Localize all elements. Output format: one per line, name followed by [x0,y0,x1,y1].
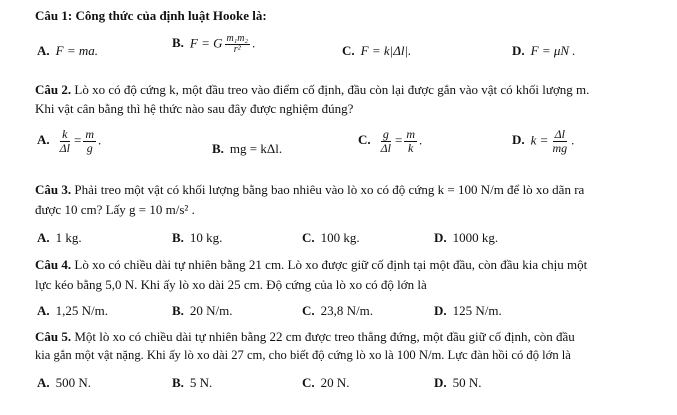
q1-option-a[interactable] [37,43,98,59]
question-2-text-line-1: Lò xo có độ cứng k, một đầu treo vào điểm cố định, đầu còn lại được gắn vào vật có khối lượng m. [74,82,590,97]
question-5-stem-line-1 [35,329,575,345]
q5-option-c[interactable] [302,375,350,391]
q2-option-c-equals: = [395,132,403,148]
q2-option-a-fraction-1 [58,128,72,155]
q1-option-a-text: F = ma. [55,43,98,58]
question-1-label: Câu 1: [35,8,73,23]
q2-option-b[interactable] [212,141,282,157]
q5-option-d[interactable] [434,375,482,391]
q5-option-c-key: C. [302,375,315,390]
q2-option-a-equals: = [74,132,82,148]
question-5-text-line-1: Một lò xo có chiều dài tự nhiên bằng 22 cm được treo thẳng đứng, một đầu giữ cố định, còn đầu [74,329,575,344]
q5-option-b[interactable] [172,375,212,391]
q3-option-c-key: C. [302,230,315,245]
q2-option-a-num-1: k [62,127,68,141]
question-5-label: Câu 5. [35,329,72,344]
q2-option-c[interactable] [358,128,422,155]
q4-option-a-key: A. [37,303,50,318]
q4-option-d[interactable] [434,303,502,319]
q4-option-c[interactable] [302,303,373,319]
question-4-stem-line-2 [35,277,427,293]
q1-option-c[interactable] [342,43,411,59]
q4-option-a[interactable] [37,303,108,319]
q5-option-a-key: A. [37,375,50,390]
q3-option-b-key: B. [172,230,184,245]
q2-option-d-lhs: k = [530,132,549,148]
q5-option-d-key: D. [434,375,447,390]
question-4-text-line-1: Lò xo có chiều dài tự nhiên bằng 21 cm. Lò xo được giữ cố định tại một đầu, còn đầu kia chịu một [74,257,588,272]
q2-option-a-key: A. [37,132,50,148]
question-4-stem-line-1 [35,257,587,273]
q1-option-c-text: F = k|Δl|. [360,43,412,58]
q1-option-b-denominator: r² [233,44,241,55]
q2-option-c-tail: . [419,132,423,148]
q2-option-a-den-1: Δl [59,141,71,155]
q2-option-c-fraction-1 [379,128,393,155]
q4-option-b-text: 20 N/m. [189,303,233,318]
q2-option-d-tail: . [571,132,575,148]
q4-option-c-key: C. [302,303,315,318]
q2-option-c-den-2: k [408,141,414,155]
q3-option-c[interactable] [302,230,360,246]
q4-option-c-text: 23,8 N/m. [320,303,374,318]
q1-option-d-text: F = μN . [530,43,576,58]
question-2-label: Câu 2. [35,82,72,97]
question-3-stem-line-1 [35,182,584,198]
q3-option-a[interactable] [37,230,82,246]
q2-option-d-numerator: Δl [554,127,565,141]
question-3-text-line-2: được 10 cm? Lấy g = 10 m/s² . [35,202,195,217]
q3-option-d-text: 1000 kg. [452,230,499,245]
question-3-label: Câu 3. [35,182,72,197]
q2-option-c-num-1: g [382,127,389,141]
q1-option-b-tail: . [251,35,256,51]
q1-option-a-key: A. [37,43,50,58]
q2-option-c-fraction-2 [404,128,417,155]
q2-option-a-tail: . [98,132,102,148]
question-5-stem-line-2 [35,348,571,363]
question-3-text-line-1: Phải treo một vật có khối lượng bằng bao nhiêu vào lò xo có độ cứng k = 100 N/m để lò xo dãn ra [74,182,585,197]
q5-option-a[interactable] [37,375,91,391]
q2-option-c-num-2: m [406,127,416,141]
q2-option-d-fraction [550,128,569,155]
q3-option-b[interactable] [172,230,222,246]
q2-option-a-num-2: m [85,127,95,141]
q1-option-b-lhs: F = G [189,35,223,51]
q3-option-d-key: D. [434,230,447,245]
question-1-text: Công thức của định luật Hooke là: [75,8,267,23]
question-4-label: Câu 4. [35,257,72,272]
question-4-text-line-2: lực kéo bằng 5,0 N. Khi ấy lò xo dài 25 cm. Độ cứng của lò xo có độ lớn là [35,277,427,292]
q5-option-d-text: 50 N. [452,375,482,390]
question-1-stem [35,8,267,24]
q1-option-d-key: D. [512,43,525,58]
q1-option-c-key: C. [342,43,355,58]
question-3-stem-line-2 [35,202,195,218]
q2-option-d[interactable] [512,128,574,155]
q3-option-d[interactable] [434,230,498,246]
q4-option-b-key: B. [172,303,184,318]
q1-option-b-fraction [225,34,250,55]
q2-option-a-fraction-2 [83,128,96,155]
q1-option-d[interactable] [512,43,576,59]
q2-option-b-key: B. [212,141,224,156]
q4-option-a-text: 1,25 N/m. [55,303,109,318]
q1-option-b-key: B. [172,35,184,51]
question-2-text-line-2: Khi vật cân bằng thì hệ thức nào sau đây được nghiệm đúng? [35,101,354,116]
q5-option-b-text: 5 N. [189,375,213,390]
question-2-stem-line-2 [35,101,353,117]
q4-option-b[interactable] [172,303,233,319]
q1-option-b[interactable] [172,34,255,55]
q2-option-a-den-2: g [86,141,93,155]
q4-option-d-key: D. [434,303,447,318]
q5-option-a-text: 500 N. [55,375,92,390]
q2-option-d-key: D. [512,132,525,148]
q2-option-d-denominator: mg [552,141,568,155]
q5-option-b-key: B. [172,375,184,390]
q1-option-b-numerator: m₁m₂ [226,33,248,44]
q4-option-d-text: 125 N/m. [452,303,502,318]
q2-option-c-den-1: Δl [380,141,392,155]
q3-option-a-text: 1 kg. [55,230,82,245]
question-2-stem-line-1 [35,82,589,98]
q5-option-c-text: 20 N. [320,375,350,390]
q2-option-b-text: mg = kΔl. [229,141,283,156]
q3-option-b-text: 10 kg. [189,230,223,245]
q2-option-a[interactable] [37,128,101,155]
q3-option-c-text: 100 kg. [320,230,360,245]
question-5-text-line-2: kia gắn một vật nặng. Khi ấy lò xo dài 27 cm, cho biết độ cứng lò xo là 100 N/m. Lực đàn hồi có độ lớn là [35,348,571,362]
q2-option-c-key: C. [358,132,371,148]
q3-option-a-key: A. [37,230,50,245]
